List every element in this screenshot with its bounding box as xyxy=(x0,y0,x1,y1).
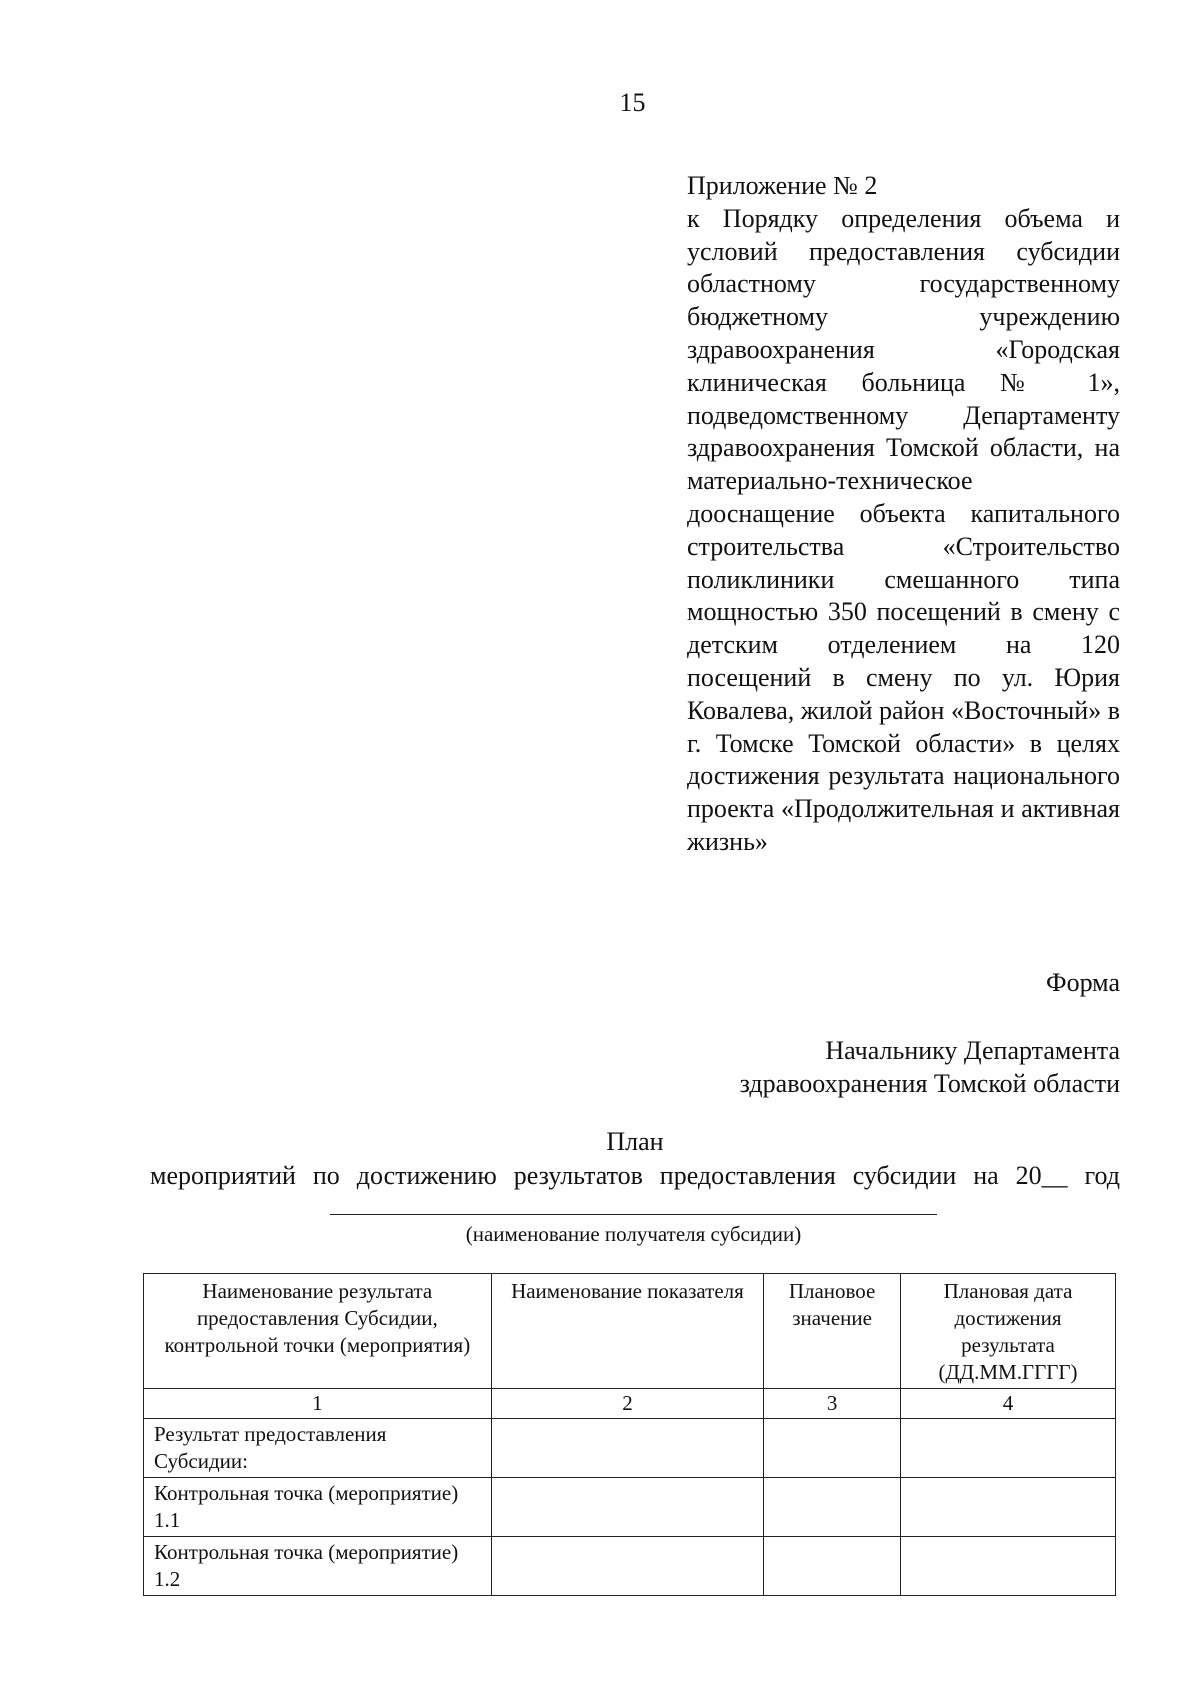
column-number: 2 xyxy=(491,1389,764,1419)
form-label: Форма xyxy=(1046,968,1120,997)
empty-cell xyxy=(491,1537,764,1596)
column-number: 1 xyxy=(144,1389,492,1419)
empty-cell xyxy=(491,1478,764,1537)
addressee-line-1: Начальнику Департамента xyxy=(825,1036,1120,1065)
table-header-cell: Наименование показателя xyxy=(491,1274,764,1389)
plan-subtitle: мероприятий по достижению результатов предоставления субсидии на 20__ год xyxy=(150,1161,1120,1190)
table-row xyxy=(144,1419,1116,1478)
addressee-block xyxy=(740,1034,1120,1100)
empty-cell xyxy=(901,1478,1116,1537)
empty-cell xyxy=(901,1419,1116,1478)
recipient-caption: (наименование получателя субсидии) xyxy=(465,1222,802,1246)
table-header-cell: Наименование результата предоставления Субсидии, контрольной точки (мероприятия) xyxy=(144,1274,492,1389)
table-row xyxy=(144,1478,1116,1537)
appendix-block xyxy=(687,170,1120,859)
empty-cell xyxy=(491,1419,764,1478)
table-header-cell: Плановое значение xyxy=(764,1274,901,1389)
table-row xyxy=(144,1537,1116,1596)
empty-cell xyxy=(764,1478,901,1537)
column-number-row xyxy=(144,1389,1116,1419)
recipient-name-line xyxy=(330,1214,937,1215)
plan-table xyxy=(143,1273,1116,1596)
plan-title: План xyxy=(606,1127,664,1156)
table-header-cell: Плановая дата достижения результата (ДД.ММ.ГГГГ) xyxy=(901,1274,1116,1389)
appendix-body: к Порядку определения объема и условий предоставления субсидии областному государственному бюджетному учреждению здравоохранения «Городская клиническая больница № 1», подведомственному Департаменту здравоохранения Томской области, на материально-техническое дооснащение объекта капитального строительства «Строительство поликлиники смешанного типа мощностью 350 посещений в смену с детским отделением на 120 посещений в смену по ул. Юрия Ковалева, жилой район «Восточный» в г. Томске Томской области» в целях достижения результата национального проекта «Продолжительная и активная жизнь» xyxy=(687,203,1120,856)
addressee-line-2: здравоохранения Томской области xyxy=(739,1069,1120,1098)
row-label: Контрольная точка (мероприятие) 1.1 xyxy=(144,1478,492,1537)
table-header-row xyxy=(144,1274,1116,1389)
page-number: 15 xyxy=(619,88,646,117)
appendix-heading: Приложение № 2 xyxy=(687,171,878,200)
column-number: 3 xyxy=(764,1389,901,1419)
row-label: Контрольная точка (мероприятие) 1.2 xyxy=(144,1537,492,1596)
empty-cell xyxy=(901,1537,1116,1596)
empty-cell xyxy=(764,1419,901,1478)
empty-cell xyxy=(764,1537,901,1596)
plan-title-block xyxy=(150,1125,1120,1193)
column-number: 4 xyxy=(901,1389,1116,1419)
row-label: Результат предоставления Субсидии: xyxy=(144,1419,492,1478)
